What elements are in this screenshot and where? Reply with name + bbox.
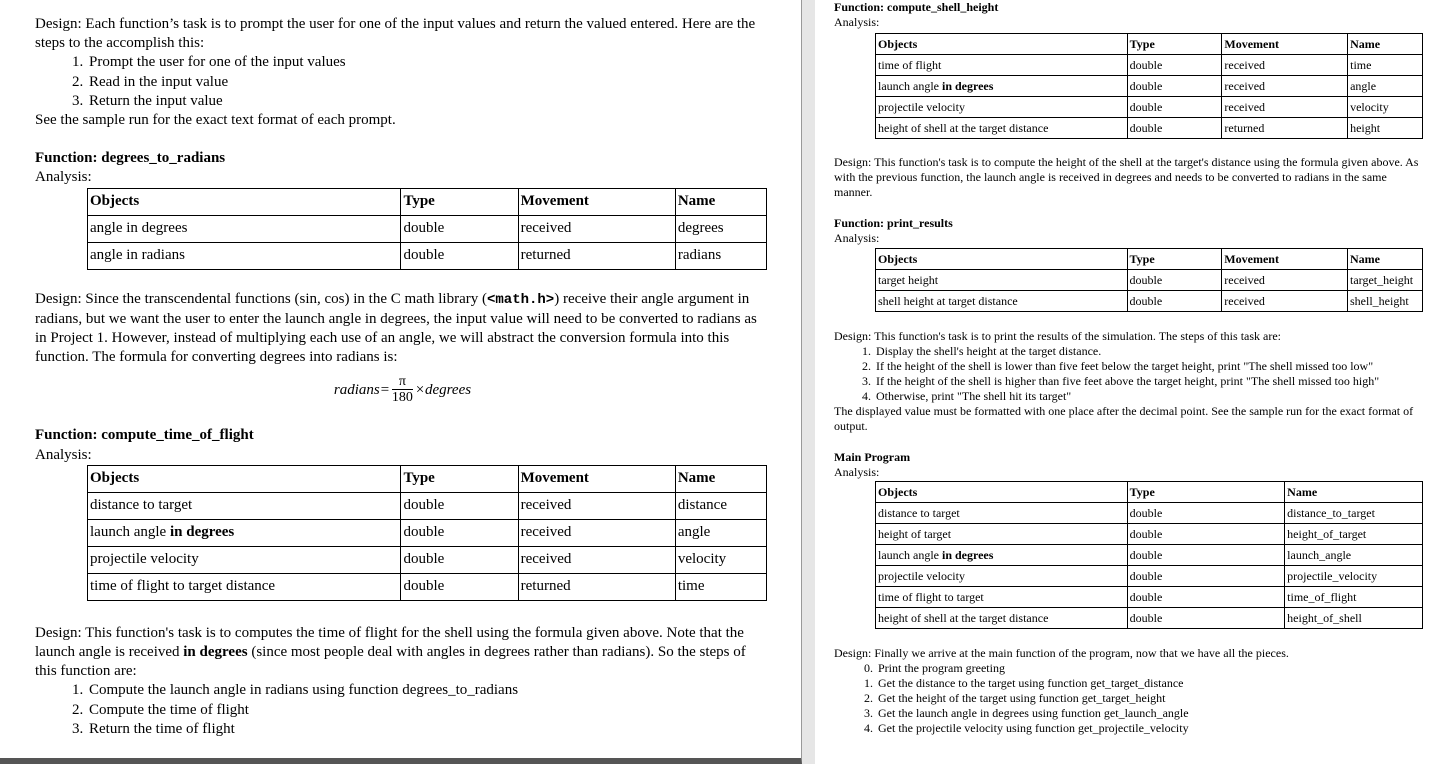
formula-fraction (392, 375, 413, 406)
table-cell: distance to target (88, 492, 401, 519)
table-cell: returned (1222, 118, 1348, 139)
shell-height-design-text: Design: This function's task is to compute the height of the shell at the target's distance using the formula given above. As with the previous function, the launch angle is received in degrees and needs to be converted to radians in the same manner. (834, 155, 1419, 199)
time-of-flight-design-text (35, 624, 770, 682)
section-title-degrees-to-radians: Function: degrees_to_radians (35, 150, 226, 167)
table-row (876, 608, 1423, 629)
table-cell: time of flight (876, 55, 1128, 76)
table-cell: angle (675, 519, 766, 546)
right-document-page (815, 0, 1434, 764)
table-row (876, 118, 1423, 139)
header-cell: Name (1348, 249, 1423, 270)
table-row (88, 242, 767, 269)
table-cell: double (1127, 587, 1284, 608)
cell-text: launch angle (878, 78, 942, 93)
section-title-time-of-flight: Function: compute_time_of_flight (35, 427, 254, 444)
table-row (88, 492, 767, 519)
table-cell: double (1127, 97, 1222, 118)
table-cell: double (401, 519, 518, 546)
table-cell: double (401, 546, 518, 573)
list-item: 3. If the height of the shell is higher than five feet above the target height, print "The shell missed too high" (874, 374, 1426, 389)
table-row (88, 573, 767, 600)
table-cell: shell height at target distance (876, 291, 1128, 312)
list-item: 2. Get the height of the target using function get_target_height (876, 691, 1426, 706)
section-title-shell-height: Function: compute_shell_height (834, 0, 999, 14)
header-cell: Type (401, 465, 518, 492)
table-cell: returned (518, 573, 675, 600)
table-cell: projectile_velocity (1285, 566, 1423, 587)
table-cell: projectile velocity (876, 97, 1128, 118)
formula-numerator: π (392, 375, 413, 390)
design-text-part: Design: This function's task is to computes the time of flight for the shell using the formula given above. Note that the launch angle is received (35, 624, 744, 661)
formula-rhs: ×degrees (414, 382, 472, 399)
list-item: 1. Get the distance to the target using function get_target_distance (876, 676, 1426, 691)
analysis-label: Analysis: (834, 231, 880, 245)
table-row (88, 215, 767, 242)
table-cell: height of shell at the target distance (876, 118, 1128, 139)
print-results-note-text: The displayed value must be formatted with one place after the decimal point. See the sample run for the exact format of output. (834, 404, 1414, 433)
table-cell: velocity (675, 546, 766, 573)
formula-denominator: 180 (391, 390, 413, 406)
table-cell (876, 76, 1128, 97)
table-cell: received (1222, 97, 1348, 118)
table-row (876, 587, 1423, 608)
table-cell: double (401, 215, 518, 242)
table-cell: height_of_target (1285, 524, 1423, 545)
print-results-table (875, 248, 1423, 312)
header-cell: Name (675, 465, 766, 492)
intro-note-text: See the sample run for the exact text format of each prompt. (35, 112, 396, 129)
table-row (876, 524, 1423, 545)
table-row (88, 519, 767, 546)
section-title-print-results: Function: print_results (834, 216, 953, 230)
header-cell: Objects (876, 249, 1128, 270)
time-of-flight-table (87, 465, 767, 601)
table-cell: radians (675, 242, 766, 269)
table-cell: received (518, 492, 675, 519)
header-cell: Type (401, 188, 518, 215)
analysis-label: Analysis: (834, 15, 880, 29)
list-item: 3. Return the time of flight (87, 720, 770, 739)
list-item: 4. Get the projectile velocity using function get_projectile_velocity (876, 721, 1426, 736)
table-cell: received (1222, 76, 1348, 97)
time-of-flight-steps-list (35, 681, 770, 739)
table-cell: double (1127, 608, 1284, 629)
design-text-part: Design: Since the transcendental functions (sin, cos) in the C math library ( (35, 290, 487, 307)
design-text-part: (since most people deal with angles in degrees rather than radians). So the steps of this function are: (35, 644, 746, 680)
table-header-row (88, 465, 767, 492)
list-item: 2. Read in the input value (87, 73, 770, 92)
table-cell: received (1222, 55, 1348, 76)
table-cell: received (518, 215, 675, 242)
list-item: 2. If the height of the shell is lower than five feet below the target height, print "The shell missed too low" (874, 359, 1426, 374)
table-cell (876, 545, 1128, 566)
table-row (876, 97, 1423, 118)
table-cell: time_of_flight (1285, 587, 1423, 608)
table-cell (88, 519, 401, 546)
table-cell: angle in radians (88, 242, 401, 269)
list-item: 1. Display the shell's height at the target distance. (874, 344, 1426, 359)
table-cell: returned (518, 242, 675, 269)
main-program-table (875, 481, 1423, 629)
analysis-label: Analysis: (35, 169, 92, 186)
analysis-label: Analysis: (834, 465, 880, 479)
list-item: 1. Compute the launch angle in radians using function degrees_to_radians (87, 681, 770, 700)
shell-height-table (875, 33, 1423, 139)
table-header-row (88, 188, 767, 215)
table-cell: angle (1348, 76, 1423, 97)
table-cell: distance_to_target (1285, 503, 1423, 524)
header-cell: Type (1127, 34, 1222, 55)
header-cell: Movement (1222, 34, 1348, 55)
header-cell: Movement (518, 465, 675, 492)
formula-lhs: radians= (333, 382, 390, 399)
table-cell: height_of_shell (1285, 608, 1423, 629)
table-cell: received (1222, 291, 1348, 312)
table-cell: double (1127, 503, 1284, 524)
table-cell: double (1127, 76, 1222, 97)
list-item: 3. Get the launch angle in degrees using function get_launch_angle (876, 706, 1426, 721)
header-cell: Movement (1222, 249, 1348, 270)
table-cell: received (518, 519, 675, 546)
table-header-row (876, 482, 1423, 503)
table-cell: target height (876, 270, 1128, 291)
cell-text: launch angle (878, 547, 942, 562)
table-cell: double (1127, 545, 1284, 566)
print-results-steps-list (834, 344, 1426, 404)
table-header-row (876, 34, 1423, 55)
table-cell: time (1348, 55, 1423, 76)
cell-bold-text: in degrees (941, 547, 994, 562)
table-cell: projectile velocity (88, 546, 401, 573)
analysis-label: Analysis: (35, 446, 92, 463)
table-cell: time (675, 573, 766, 600)
table-row (876, 566, 1423, 587)
table-cell: double (1127, 270, 1222, 291)
header-cell: Name (1348, 34, 1423, 55)
table-row (876, 545, 1423, 566)
section-title-main-program: Main Program (834, 450, 911, 464)
table-cell: height of target (876, 524, 1128, 545)
header-cell: Type (1127, 249, 1222, 270)
header-cell: Objects (876, 482, 1128, 503)
header-cell: Objects (876, 34, 1128, 55)
table-cell: double (1127, 524, 1284, 545)
degrees-to-radians-design-text (35, 290, 770, 368)
table-cell: degrees (675, 215, 766, 242)
table-cell: target_height (1348, 270, 1423, 291)
radians-formula (35, 375, 770, 415)
intro-design-text: Design: Each function’s task is to prompt the user for one of the input values and return the valued entered. Here are the steps to the accomplish this: (35, 16, 756, 52)
table-cell: angle in degrees (88, 215, 401, 242)
table-header-row (876, 249, 1423, 270)
table-cell: double (401, 242, 518, 269)
table-cell: projectile velocity (876, 566, 1128, 587)
table-row (876, 291, 1423, 312)
cell-bold-text: in degrees (941, 78, 994, 93)
table-row (88, 546, 767, 573)
design-bold-text: in degrees (183, 644, 248, 661)
list-item: 3. Return the input value (87, 92, 770, 111)
table-cell: double (1127, 566, 1284, 587)
header-cell: Movement (518, 188, 675, 215)
table-cell: time of flight to target (876, 587, 1128, 608)
table-cell: distance to target (876, 503, 1128, 524)
table-cell: received (1222, 270, 1348, 291)
intro-steps-list (35, 53, 770, 111)
table-cell: height of shell at the target distance (876, 608, 1128, 629)
list-item: 0. Print the program greeting (876, 661, 1426, 676)
list-item: 1. Prompt the user for one of the input values (87, 53, 770, 72)
math-header-code: <math.h> (486, 291, 555, 308)
cell-text: launch angle (90, 524, 170, 541)
header-cell: Objects (88, 188, 401, 215)
header-cell: Objects (88, 465, 401, 492)
degrees-to-radians-table (87, 188, 767, 270)
table-cell: double (1127, 118, 1222, 139)
table-row (876, 76, 1423, 97)
table-cell: velocity (1348, 97, 1423, 118)
list-item: 4. Otherwise, print "The shell hit its target" (874, 389, 1426, 404)
table-cell: double (401, 492, 518, 519)
table-row (876, 270, 1423, 291)
table-cell: shell_height (1348, 291, 1423, 312)
header-cell: Name (1285, 482, 1423, 503)
cell-bold-text: in degrees (169, 524, 235, 541)
main-program-design-text: Design: Finally we arrive at the main function of the program, now that we have all the pieces. (834, 646, 1289, 660)
print-results-design-text: Design: This function's task is to print the results of the simulation. The steps of this task are: (834, 329, 1281, 343)
table-row (876, 503, 1423, 524)
design-text-part: ) receive their angle argument in radians, but we want the user to enter the launch angle in degrees, the input value will need to be converted to radians as in Project 1. However, instead of multiplying each use of an angle, we will abstract the conversion formula into this function. The formula for converting degrees into radians is: (35, 290, 757, 366)
table-cell: height (1348, 118, 1423, 139)
table-cell: received (518, 546, 675, 573)
main-program-steps-list (834, 661, 1426, 736)
table-cell: double (1127, 291, 1222, 312)
header-cell: Type (1127, 482, 1284, 503)
table-cell: double (401, 573, 518, 600)
table-row (876, 55, 1423, 76)
table-cell: distance (675, 492, 766, 519)
table-cell: double (1127, 55, 1222, 76)
list-item: 2. Compute the time of flight (87, 701, 770, 720)
table-cell: launch_angle (1285, 545, 1423, 566)
header-cell: Name (675, 188, 766, 215)
table-cell: time of flight to target distance (88, 573, 401, 600)
